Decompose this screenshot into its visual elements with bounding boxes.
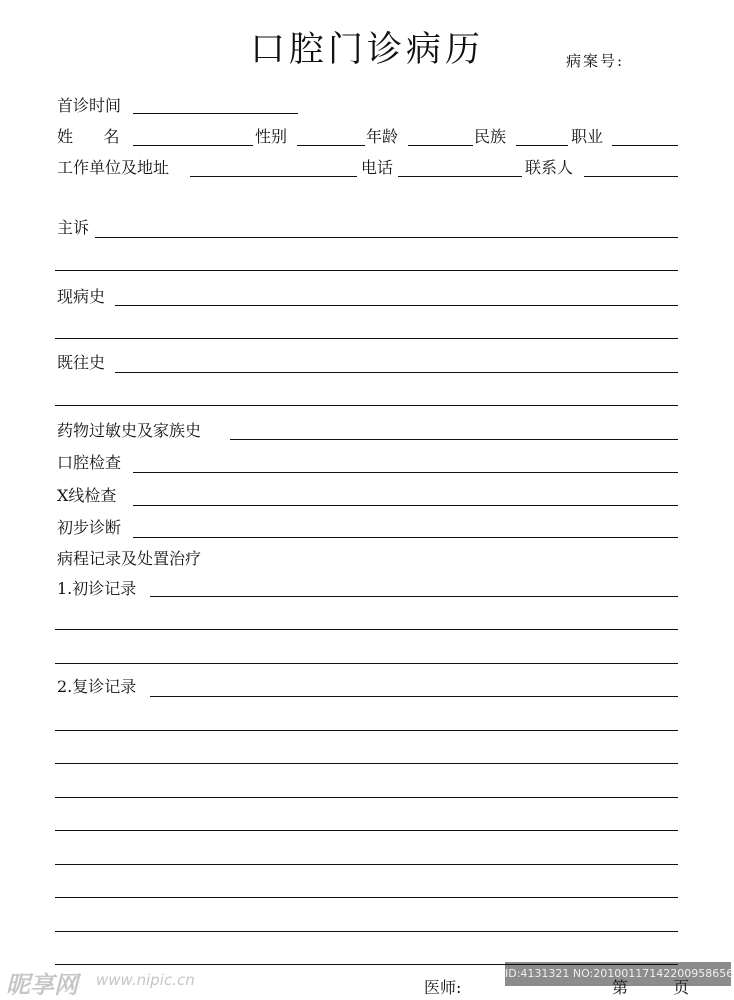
name-label: 姓 名 xyxy=(57,127,120,146)
follow-up-record-line[interactable] xyxy=(150,696,678,697)
allergy-family-history-line[interactable] xyxy=(230,439,678,440)
allergy-family-history-label: 药物过敏史及家族史 xyxy=(57,421,202,440)
page-title: 口腔门诊病历 xyxy=(249,30,484,70)
first-visit-time-field[interactable] xyxy=(133,113,298,114)
contact-label: 联系人 xyxy=(525,158,574,177)
oral-exam-label: 口腔检查 xyxy=(57,453,122,472)
occupation-label: 职业 xyxy=(571,127,604,146)
ethnicity-label: 民族 xyxy=(474,127,507,146)
follow-up-record-line[interactable] xyxy=(55,864,678,865)
past-history-line[interactable] xyxy=(55,405,678,406)
follow-up-record-line[interactable] xyxy=(55,931,678,932)
gender-field[interactable] xyxy=(297,145,365,146)
follow-up-record-label: 2.复诊记录 xyxy=(57,677,137,696)
chief-complaint-label: 主诉 xyxy=(57,218,90,237)
oral-exam-line[interactable] xyxy=(133,472,678,473)
name-field[interactable] xyxy=(133,145,253,146)
contact-field[interactable] xyxy=(584,176,678,177)
gender-label: 性别 xyxy=(255,127,288,146)
first-visit-record-line[interactable] xyxy=(55,629,678,630)
xray-exam-line[interactable] xyxy=(133,505,678,506)
past-history-label: 既往史 xyxy=(57,353,106,372)
first-visit-time-label: 首诊时间 xyxy=(57,96,122,115)
phone-label: 电话 xyxy=(361,158,394,177)
age-field[interactable] xyxy=(408,145,473,146)
watermark-id-badge: ID:4131321 NO:20100117142200958656 xyxy=(505,962,731,986)
preliminary-diagnosis-line[interactable] xyxy=(133,537,678,538)
follow-up-record-line[interactable] xyxy=(55,730,678,731)
present-illness-line[interactable] xyxy=(55,338,678,339)
chief-complaint-line[interactable] xyxy=(95,237,678,238)
follow-up-record-line[interactable] xyxy=(55,897,678,898)
watermark-url: www.nipic.cn xyxy=(96,971,195,989)
first-visit-record-line[interactable] xyxy=(150,596,678,597)
follow-up-record-line[interactable] xyxy=(55,797,678,798)
ethnicity-field[interactable] xyxy=(516,145,568,146)
present-illness-label: 现病史 xyxy=(57,287,106,306)
work-unit-address-label: 工作单位及地址 xyxy=(57,158,170,177)
follow-up-record-line[interactable] xyxy=(55,763,678,764)
doctor-label: 医师: xyxy=(424,978,462,997)
first-visit-record-line[interactable] xyxy=(55,663,678,664)
past-history-line[interactable] xyxy=(115,372,678,373)
course-and-treatment-label: 病程记录及处置治疗 xyxy=(57,549,202,568)
present-illness-line[interactable] xyxy=(115,305,678,306)
case-number-label: 病案号: xyxy=(566,52,625,70)
follow-up-record-line[interactable] xyxy=(55,830,678,831)
phone-field[interactable] xyxy=(398,176,522,177)
first-visit-record-label: 1.初诊记录 xyxy=(57,579,137,598)
chief-complaint-line[interactable] xyxy=(55,270,678,271)
occupation-field[interactable] xyxy=(612,145,678,146)
work-unit-address-field[interactable] xyxy=(190,176,357,177)
xray-exam-label: X线检查 xyxy=(57,486,117,505)
preliminary-diagnosis-label: 初步诊断 xyxy=(57,518,122,537)
page-number-label: 第 页 xyxy=(612,978,710,997)
age-label: 年龄 xyxy=(366,127,399,146)
watermark-logo: 昵享网 xyxy=(6,971,78,999)
